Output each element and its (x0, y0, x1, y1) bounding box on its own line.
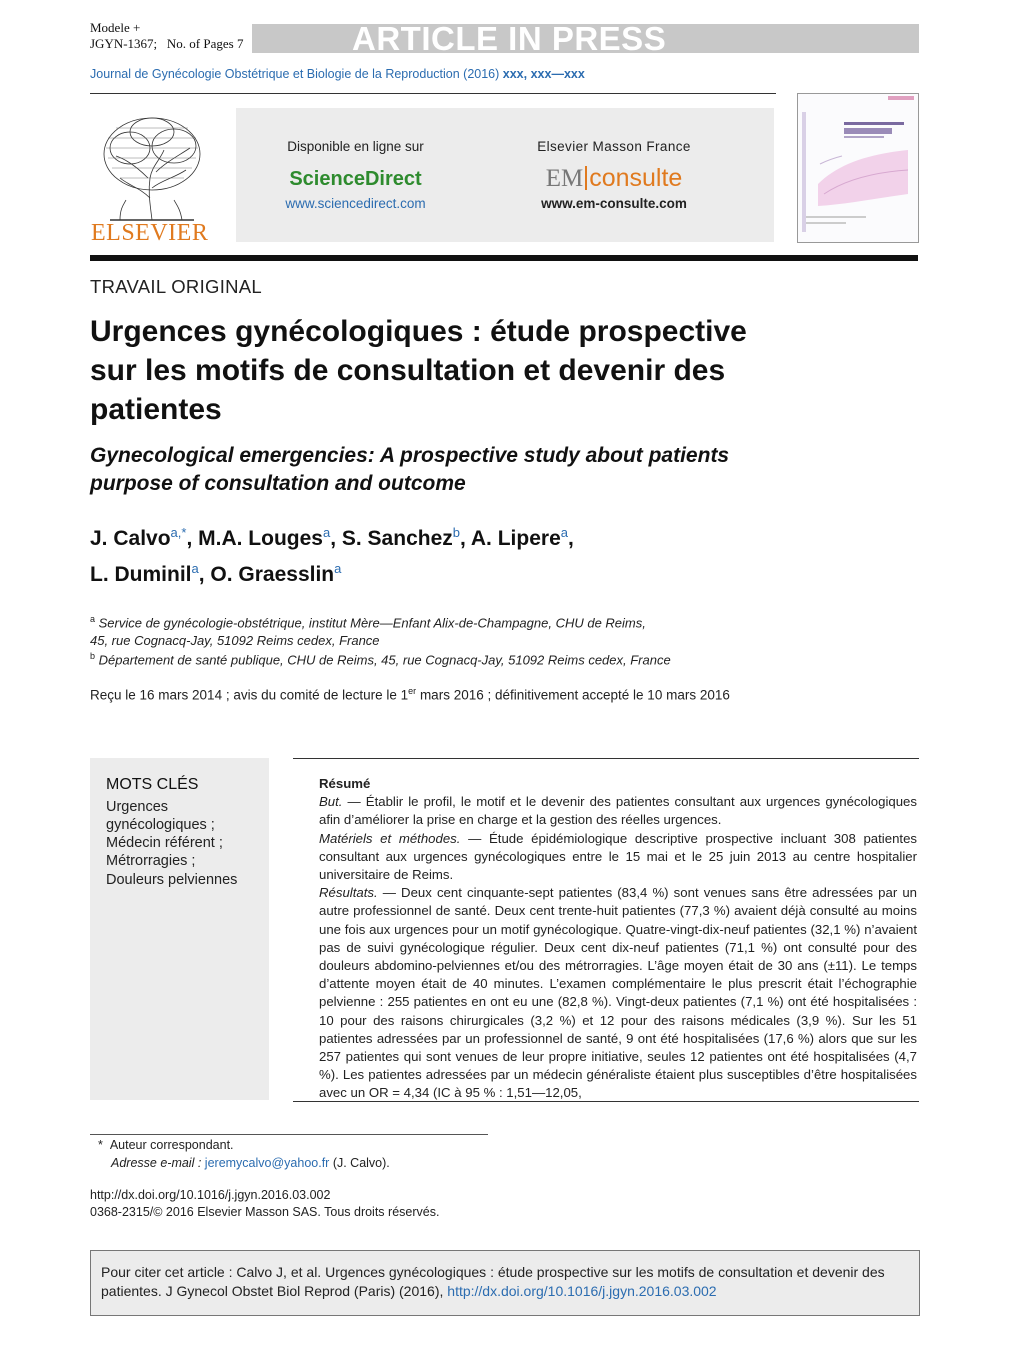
keyword-item: gynécologiques ; (106, 817, 215, 833)
emconsulte-logo[interactable] (514, 163, 714, 194)
author-name[interactable]: J. Calvo (90, 527, 171, 550)
abstract-results-label: Résultats. (319, 885, 378, 901)
emconsulte-divider (585, 166, 587, 190)
citation-text (101, 1263, 911, 1301)
affiliation-mark: b (90, 651, 96, 661)
email-note (111, 1154, 390, 1172)
affiliation-line: Service de gynécologie-obstétrique, institut Mère—Enfant Alix-de-Champagne, CHU de Reims, (98, 615, 646, 631)
author-name[interactable]: S. Sanchez (341, 527, 453, 550)
journal-name[interactable]: Journal de Gynécologie Obstétrique et Biologie de la Reproduction (2016) (90, 67, 500, 81)
abstract-text (319, 775, 917, 1103)
affiliation-line: 45, rue Cognacq-Jay, 51092 Reims cedex, France (90, 633, 380, 649)
received-dates (90, 686, 730, 703)
affiliation-mark: a (90, 614, 96, 624)
journal-citation-line[interactable] (90, 67, 585, 81)
keyword-item: Douleurs pelviennes (106, 872, 238, 888)
emconsulte-consulte: consulte (589, 164, 683, 192)
journal-cover-thumbnail[interactable] (797, 93, 919, 243)
email-link[interactable]: jeremycalvo@yahoo.fr (204, 1156, 330, 1170)
abstract-objective-text: — Établir le profil, le motif et le devenir des patientes consultant aux urgences gynécologiques afin d’améliorer la prise en charge et la gestion des réelles urgences. (319, 794, 917, 828)
citation-body: Pour citer cet article : Calvo J, et al. Urgences gynécologiques : étude prospective sur les motifs de consultation et devenir des patientes. J Gynecol Obstet Biol Reprod (Paris) (2016), (101, 1264, 885, 1299)
author-name[interactable]: L. Duminil (90, 563, 192, 586)
article-title: Urgences gynécologiques : étude prospective sur les motifs de consultation et devenir des patientes (90, 315, 747, 426)
copyright-line: 0368-2315/© 2016 Elsevier Masson SAS. Tous droits réservés. (90, 1205, 440, 1219)
doi-link[interactable]: http://dx.doi.org/10.1016/j.jgyn.2016.03.002 (90, 1188, 331, 1202)
header-rule (90, 93, 776, 94)
affiliation-line: Département de santé publique, CHU de Reims, 45, rue Cognacq-Jay, 51092 Reims cedex, France (98, 652, 671, 668)
abstract-results (319, 884, 917, 1102)
abstract-objective-label: But. (319, 794, 343, 810)
received-sup: er (408, 686, 417, 696)
article-english-title: Gynecological emergencies: A prospective study about patients purpose of consultation and outcome (90, 444, 730, 495)
article-ref: JGYN-1367; (90, 36, 158, 51)
keywords-title: MOTS CLÉS (106, 776, 199, 793)
author-affiliation-mark[interactable]: a (322, 525, 331, 540)
available-online-label: Disponible en ligne sur (287, 139, 424, 154)
author-name[interactable]: O. Graesslin (210, 563, 335, 586)
email-suffix: (J. Calvo). (329, 1156, 390, 1170)
author-affiliation-mark[interactable]: b (452, 525, 460, 540)
author-name[interactable]: M.A. Louges (198, 527, 323, 550)
title-top-rule (90, 255, 918, 261)
keyword-item: Métrorragies ; (106, 853, 196, 869)
corresponding-label: Auteur correspondant. (109, 1138, 234, 1152)
sciencedirect-link[interactable]: www.sciencedirect.com (285, 196, 426, 211)
abstract-heading: Résumé (319, 776, 371, 791)
article-type-label: TRAVAIL ORIGINAL (90, 276, 263, 297)
keyword-item: Médecin référent ; (106, 835, 223, 851)
modele-label: Modele + (90, 20, 141, 35)
elsevier-wordmark: ELSEVIER (91, 220, 209, 246)
author-affiliation-mark[interactable]: a (560, 525, 568, 540)
emconsulte-link[interactable]: www.em-consulte.com (541, 196, 687, 211)
affiliation-a (90, 610, 646, 650)
sciencedirect-logo[interactable]: ScienceDirect (289, 168, 422, 190)
journal-volume: xxx, xxx—xxx (502, 67, 585, 81)
corresponding-author-note (98, 1136, 234, 1154)
author-list: J. Calvo$^{a,*}$, M.A. Louges$^a$, S. Sanchez$^b$, A. Lipere$^a$, L. Duminil$^a$, O. Graesslin$^a$ (90, 525, 574, 586)
author-affiliation-mark[interactable]: a (334, 561, 342, 576)
received-text-end: mars 2016 ; définitivement accepté le 10 mars 2016 (416, 687, 730, 703)
abstract-objective (319, 793, 917, 829)
footnote-rule (90, 1134, 488, 1135)
received-text: Reçu le 16 mars 2014 ; avis du comité de lecture le 1 (90, 687, 409, 703)
journal-cover-image (798, 94, 918, 242)
author-affiliation-mark[interactable]: a (191, 561, 199, 576)
affiliation-b (90, 647, 671, 669)
author-name[interactable]: A. Lipere (470, 527, 561, 550)
citation-doi-link[interactable]: http://dx.doi.org/10.1016/j.jgyn.2016.03.002 (447, 1283, 717, 1299)
footnote-star: * (98, 1138, 103, 1152)
header-meta (90, 20, 243, 52)
page-count: No. of Pages 7 (166, 36, 244, 51)
author-affiliation-mark[interactable]: a,* (170, 525, 187, 540)
abstract-methods-text: — Étude épidémiologique descriptive prospective incluant 308 patientes consultant aux urgences gynécologiques entre le 15 mai et le 25 juin 2013 au centre hospitalier universitaire de Reims. (319, 830, 917, 883)
publisher-name: Elsevier Masson France (537, 139, 691, 154)
keyword-item: Urgences (106, 799, 169, 815)
email-label: Adresse e-mail : (111, 1156, 202, 1170)
abstract-methods-label: Matériels et méthodes. (319, 830, 461, 846)
abstract-methods (319, 830, 917, 885)
emconsulte-em: EM (545, 165, 584, 192)
abstract-results-text: — Deux cent cinquante-sept patientes (83,4 %) sont venues sans être adressées par un autre professionnel de santé. Deux cent trente-huit patientes (77,3 %) avaient déjà consulté au moins une fois aux urgences pour un motif gynécologique. Quatre-vingt-dix-neuf patientes (32,1 %) n’avaient pas de suivi gynécologique régulier. Deux cent dix-neuf patientes (71,1 %) ont consulté pour des douleurs abdomino-pelviennes et/ou des métrorragies. L’âge moyen était de 30 ans (±11). Le temps d’attente moyen était de 40 minutes. L’examen complémentaire le plus prescrit était l’échographie pelvienne : 255 patientes en ont eu une (82,8 %). Vingt-deux patientes (7,1 %) ont été hospitalisées : 10 pour des raisons chirurgicales (3,2 %) et 12 pour des raisons médicales (3,9 %). Sur les 51 patientes adressées par un professionnel de santé, 9 ont été hospitalisées (17,6 %) alors que sur les 257 patientes qui sont venues de leur propre initiative, seules 12 patientes ont été hospitalisées (4,7 %). Les patientes adressées par un médecin généraliste étaient plus susceptibles d’être hospitalisées avec un OR = 4,34 (IC à 95 % : 1,51—12,05, (319, 885, 917, 1101)
article-in-press-label: ARTICLE IN PRESS (352, 20, 667, 57)
